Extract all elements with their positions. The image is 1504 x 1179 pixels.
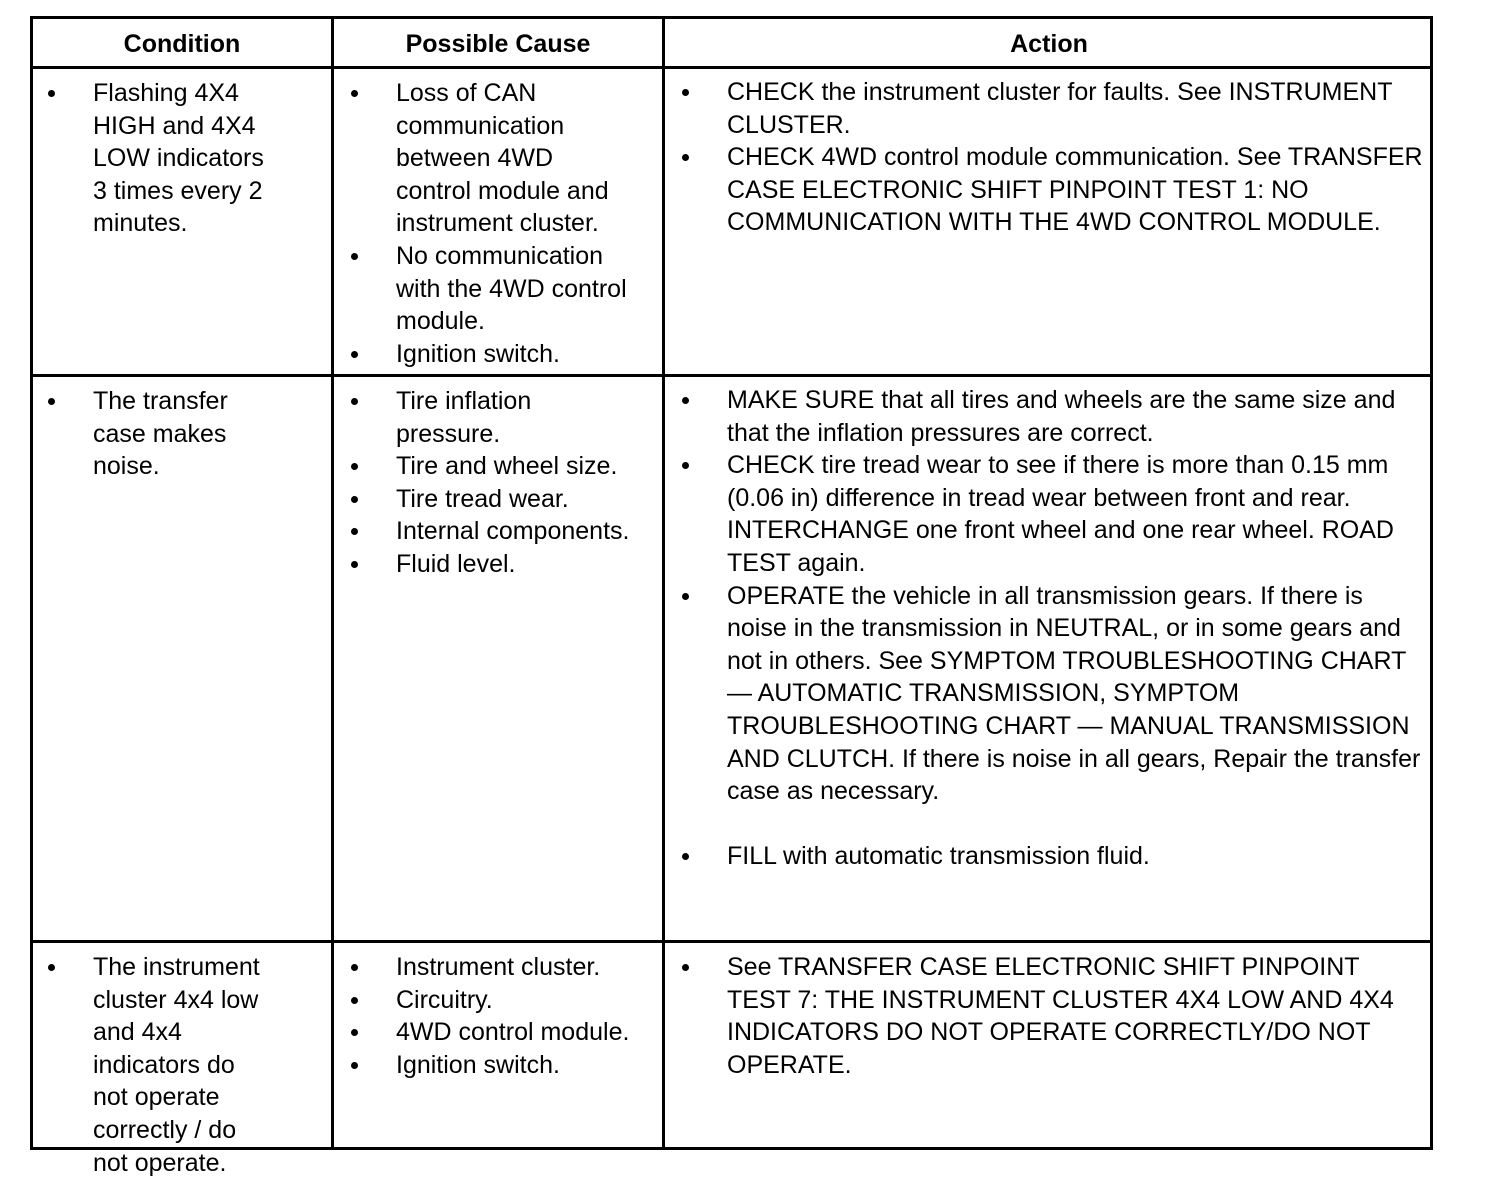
bullet-icon bbox=[351, 90, 358, 97]
table-row-2-condition bbox=[33, 385, 331, 483]
bullet-icon bbox=[682, 964, 689, 971]
bullet-icon bbox=[48, 964, 55, 971]
row-divider bbox=[33, 374, 1430, 377]
cause-item: Instrument cluster. bbox=[334, 951, 634, 984]
bullet-icon bbox=[351, 351, 358, 358]
cause-item: Internal components. bbox=[334, 515, 634, 548]
troubleshooting-table bbox=[30, 16, 1433, 1177]
cause-item: Ignition switch. bbox=[334, 338, 634, 371]
condition-item: The instrument cluster 4x4 low and 4x4 indicators do not operate correctly / do not operate. bbox=[33, 951, 273, 1179]
action-item: See TRANSFER CASE ELECTRONIC SHIFT PINPOINT TEST 7: THE INSTRUMENT CLUSTER 4X4 LOW AND 4X4 INDICATORS DO NOT OPERATE CORRECTLY/DO NOT OPERATE. bbox=[665, 951, 1405, 1081]
action-item: CHECK 4WD control module communication. See TRANSFER CASE ELECTRONIC SHIFT PINPOINT TEST 1: NO COMMUNICATION WITH THE 4WD CONTROL MODULE. bbox=[665, 141, 1425, 239]
bullet-icon bbox=[351, 561, 358, 568]
bullet-icon bbox=[682, 853, 689, 860]
cause-item: 4WD control module. bbox=[334, 1016, 634, 1049]
table-row-1-actions bbox=[665, 76, 1433, 239]
action-item: OPERATE the vehicle in all transmission gears. If there is noise in the transmission in NEUTRAL, or in some gears and not in others. See SYMPTOM TROUBLESHOOTING CHART — AUTOMATIC TRANSMISSION, SYMPTOM TROUBLESHOOTING CHART — MANUAL TRANSMISSION AND CLUTCH. If there is noise in all gears, Repair the transfer case as necessary. bbox=[665, 580, 1425, 808]
bullet-icon bbox=[682, 462, 689, 469]
bullet-icon bbox=[351, 1029, 358, 1036]
cause-item: Ignition switch. bbox=[334, 1049, 634, 1082]
row-divider bbox=[33, 940, 1430, 943]
bullet-icon bbox=[351, 496, 358, 503]
table-row-3-condition bbox=[33, 951, 331, 1179]
action-item: CHECK the instrument cluster for faults. See INSTRUMENT CLUSTER. bbox=[665, 76, 1425, 141]
cause-item: Circuitry. bbox=[334, 984, 634, 1017]
table-row-3-causes bbox=[334, 951, 662, 1081]
bullet-icon bbox=[351, 528, 358, 535]
cause-item: No communication with the 4WD control module. bbox=[334, 240, 634, 338]
bullet-icon bbox=[682, 154, 689, 161]
cause-item: Tire and wheel size. bbox=[334, 450, 634, 483]
bullet-icon bbox=[351, 964, 358, 971]
table-row-3-actions bbox=[665, 951, 1433, 1081]
bullet-icon bbox=[682, 593, 689, 600]
bullet-icon bbox=[351, 253, 358, 260]
bullet-icon bbox=[682, 397, 689, 404]
condition-item: The transfer case makes noise. bbox=[33, 385, 273, 483]
action-item: FILL with automatic transmission fluid. bbox=[665, 840, 1425, 873]
cause-item: Tire inflation pressure. bbox=[334, 385, 634, 450]
table-row-2-causes bbox=[334, 385, 662, 581]
bullet-icon bbox=[351, 997, 358, 1004]
bullet-icon bbox=[48, 398, 55, 405]
table-row-2-actions bbox=[665, 384, 1433, 872]
cause-item: Tire tread wear. bbox=[334, 483, 634, 516]
action-item: MAKE SURE that all tires and wheels are the same size and that the inflation pressures are correct. bbox=[665, 384, 1425, 449]
action-item: CHECK tire tread wear to see if there is more than 0.15 mm (0.06 in) difference in tread wear between front and rear. INTERCHANGE one front wheel and one rear wheel. ROAD TEST again. bbox=[665, 449, 1425, 579]
header-action: Action bbox=[1010, 29, 1088, 58]
bullet-icon bbox=[48, 90, 55, 97]
cause-item: Fluid level. bbox=[334, 548, 634, 581]
condition-item: Flashing 4X4 HIGH and 4X4 LOW indicators 3 times every 2 minutes. bbox=[33, 77, 273, 240]
bullet-icon bbox=[351, 463, 358, 470]
header-condition: Condition bbox=[123, 29, 241, 58]
bullet-icon bbox=[351, 1062, 358, 1069]
table-row-1-condition bbox=[33, 77, 331, 240]
header-possible-cause: Possible Cause bbox=[405, 29, 591, 58]
bullet-icon bbox=[682, 89, 689, 96]
cause-item: Loss of CAN communication between 4WD control module and instrument cluster. bbox=[334, 77, 634, 240]
bullet-icon bbox=[351, 398, 358, 405]
table-row-1-causes bbox=[334, 77, 662, 370]
